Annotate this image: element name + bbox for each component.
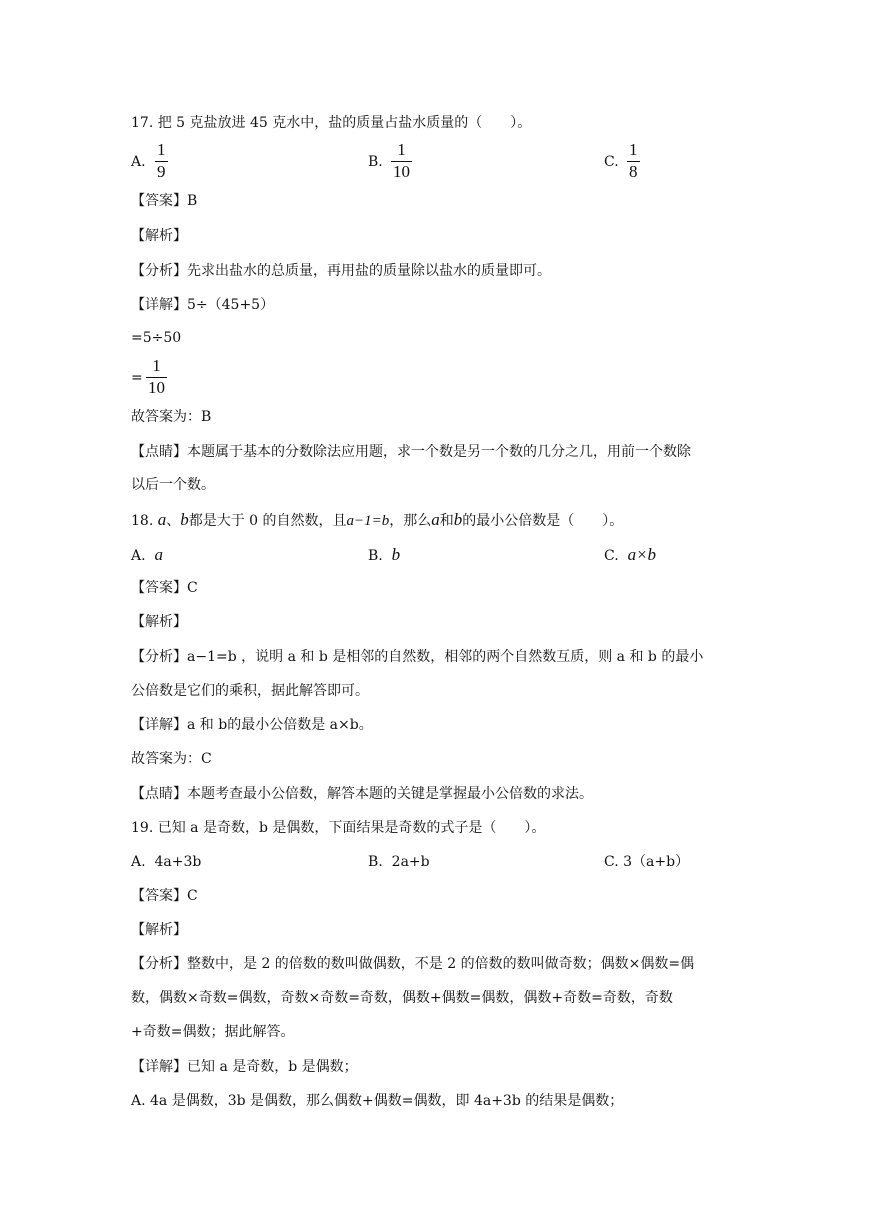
q17-option-a-letter: A. <box>131 154 146 170</box>
q19-stem: 19. 已知 a 是奇数，b 是偶数，下面结果是奇数的式子是（ ）。 <box>131 820 546 836</box>
q17-xiangjie: 【详解】5÷（45+5） <box>131 297 275 313</box>
q18-analysis-tag: 【解析】 <box>131 614 187 630</box>
denominator: 10 <box>148 378 165 397</box>
q18-dianjing: 【点睛】本题考查最小公倍数，解答本题的关键是掌握最小公倍数的求法。 <box>131 786 593 802</box>
option-value: b <box>391 545 401 564</box>
q18-option-a <box>131 545 163 566</box>
q18-number: 18. <box>131 513 154 529</box>
q19-fenxi-line2: 数，偶数×奇数=偶数，奇数×奇数=奇数，偶数+偶数=偶数，偶数+奇数=奇数，奇数 <box>131 990 673 1006</box>
stem-middle-2: ，那么 <box>389 513 432 529</box>
q19-option-b <box>368 852 430 872</box>
option-value: 3（a+b） <box>623 854 690 870</box>
separator: 、 <box>166 513 181 529</box>
option-value: 4a+3b <box>154 854 202 870</box>
q19-option-a <box>131 852 201 872</box>
q19-answer: 【答案】C <box>131 888 198 904</box>
q19-fenxi-line1: 【分析】整数中，是 2 的倍数的数叫做偶数，不是 2 的倍数的数叫做奇数；偶数×偶数=偶 <box>131 956 695 972</box>
q17-step3-fraction <box>146 357 167 397</box>
var-a: a <box>157 510 167 529</box>
q17-fenxi: 【分析】先求出盐水的总质量，再用盐的质量除以盐水的质量即可。 <box>131 263 551 279</box>
q18-answer: 【答案】C <box>131 580 198 596</box>
option-value: 2a+b <box>391 854 430 870</box>
q17-option-b-fraction <box>391 141 412 181</box>
q17-option-c-letter: C. <box>604 154 619 170</box>
q19-analysis-tag: 【解析】 <box>131 922 187 938</box>
numerator: 1 <box>397 140 406 159</box>
q17-answer: 【答案】B <box>131 193 198 209</box>
numerator: 1 <box>157 140 166 159</box>
option-letter: B. <box>368 548 383 564</box>
q18-xiangjie: 【详解】a 和 b的最小公倍数是 a×b。 <box>131 717 373 733</box>
q18-option-c <box>604 545 656 566</box>
denominator: 9 <box>157 162 166 181</box>
option-value: a <box>154 545 163 564</box>
numerator: 1 <box>152 356 161 375</box>
q18-fenxi-line1: 【分析】a−1=b ，说明 a 和 b 是相邻的自然数，相邻的两个自然数互质，则 a 和 b 的最小 <box>131 649 704 665</box>
option-letter: C. <box>604 854 619 870</box>
q17-option-c-fraction <box>627 141 640 181</box>
and-word: 和 <box>439 513 454 529</box>
var-a-2: a <box>431 510 440 529</box>
q17-step3-prefix: = <box>131 370 143 386</box>
option-letter: C. <box>604 548 619 564</box>
q19-fenxi-line3: +奇数=偶数；据此解答。 <box>131 1024 295 1040</box>
q19-xiangjie: 【详解】已知 a 是奇数，b 是偶数； <box>131 1059 358 1075</box>
numerator: 1 <box>629 140 638 159</box>
q18-stem <box>131 510 623 531</box>
var-b-2: b <box>453 510 463 529</box>
option-value: a×b <box>627 545 657 564</box>
q17-dianjing-line1: 【点睛】本题属于基本的分数除法应用题，求一个数是另一个数的几分之几，用前一个数除 <box>131 444 691 460</box>
q17-conclusion: 故答案为：B <box>131 409 212 425</box>
q17-step2: =5÷50 <box>131 330 182 346</box>
q18-option-b <box>368 545 400 566</box>
q18-conclusion: 故答案为：C <box>131 751 212 767</box>
option-letter: A. <box>131 854 146 870</box>
stem-end: 的最小公倍数是（ ）。 <box>462 513 624 529</box>
option-letter: B. <box>368 854 383 870</box>
q18-fenxi-line2: 公倍数是它们的乘积，据此解答即可。 <box>131 683 369 699</box>
denominator: 10 <box>393 162 410 181</box>
q17-stem: 17. 把 5 克盐放进 45 克水中，盐的质量占盐水质量的（ ）。 <box>131 115 532 131</box>
var-b: b <box>180 510 189 529</box>
stem-middle: 都是大于 0 的自然数，且 <box>188 513 347 529</box>
denominator: 8 <box>629 162 638 181</box>
q17-option-a-fraction <box>155 141 168 181</box>
q19-line-a: A. 4a 是偶数，3b 是偶数，那么偶数+偶数=偶数，即 4a+3b 的结果是偶数； <box>131 1093 624 1109</box>
q17-analysis-tag: 【解析】 <box>131 228 187 244</box>
option-letter: A. <box>131 548 146 564</box>
q19-option-c <box>604 852 689 872</box>
q17-option-b-letter: B. <box>368 154 383 170</box>
q17-dianjing-line2: 以后一个数。 <box>131 477 215 493</box>
equation: a−1=b <box>346 513 390 529</box>
